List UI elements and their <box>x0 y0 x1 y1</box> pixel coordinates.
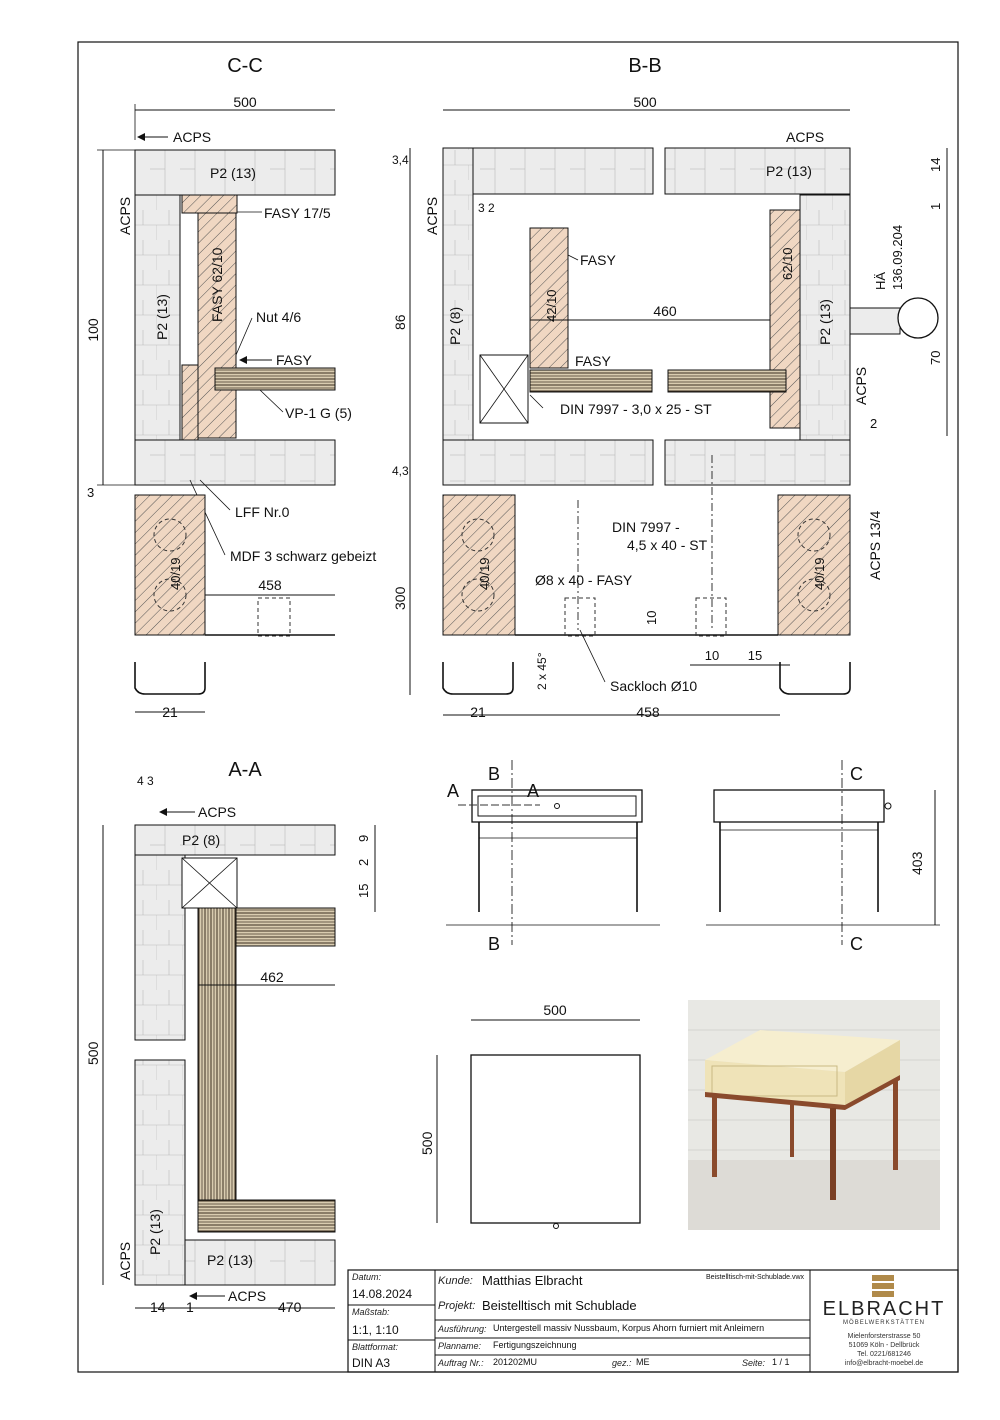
label-cc-fasy17: FASY 17/5 <box>264 205 331 221</box>
dim-aa-470: 470 <box>278 1299 302 1315</box>
label-bb-leg2: 40/19 <box>812 557 827 590</box>
tb-massstab-label: Maßstab: <box>352 1307 390 1317</box>
dim-bb-458: 458 <box>636 704 660 720</box>
label-bb-sackloch: Sackloch Ø10 <box>610 678 698 694</box>
dim-cc-width: 500 <box>233 94 257 110</box>
dim-aa-500: 500 <box>85 1041 101 1065</box>
dim-bb-2: 2 <box>870 416 878 431</box>
tb-gez: ME <box>636 1357 650 1367</box>
tb-auftrag: 201202MU <box>493 1357 538 1367</box>
tb-seite-label: Seite: <box>742 1358 766 1368</box>
dim-aa-3: 3 <box>147 774 154 788</box>
label-cc-fasy62: FASY 62/10 <box>209 247 225 322</box>
label-bb-fasy62: 62/10 <box>780 247 795 280</box>
label-cc-panel-top: P2 (13) <box>210 165 256 181</box>
tb-kunde-label: Kunde: <box>438 1275 473 1287</box>
dim-bb-1: 1 <box>928 202 943 210</box>
table-render <box>688 1000 940 1230</box>
dim-aa-2: 2 <box>356 858 371 866</box>
company-city: 51069 Köln - Dellbrück <box>848 1342 920 1349</box>
tb-file: Beistelltisch-mit-Schublade.vwx <box>706 1274 805 1281</box>
label-aa-panel-bottom: P2 (13) <box>207 1252 253 1268</box>
tb-ausfuehrung-label: Ausführung: <box>438 1324 487 1334</box>
company-tel: Tel. 0221/681246 <box>857 1351 911 1358</box>
label-cc-panel-side: P2 (13) <box>154 294 170 340</box>
label-bb-acps-right: ACPS <box>853 366 869 405</box>
dim-aa-4: 4 <box>137 774 144 788</box>
front-view <box>446 760 660 954</box>
tb-massstab: 1:1, 1:10 <box>352 1323 399 1337</box>
dim-plan-w: 500 <box>543 1002 567 1018</box>
dim-bb-460: 460 <box>653 303 677 319</box>
label-bb-din-top: DIN 7997 - 3,0 x 25 - ST <box>560 401 712 417</box>
dim-bb-14: 14 <box>928 157 943 172</box>
tb-gez-label: gez.: <box>612 1358 632 1368</box>
section-b-b <box>392 55 947 720</box>
tb-planname-label: Planname: <box>438 1341 482 1351</box>
label-bb-fasy: FASY <box>580 252 616 268</box>
label-cc-acps-side: ACPS <box>117 196 133 235</box>
dim-cc-depth: 458 <box>258 577 282 593</box>
dim-bb-43: 4,3 <box>392 464 409 478</box>
label-bb-dowel: Ø8 x 40 - FASY <box>535 572 633 588</box>
dim-bb-10a: 10 <box>644 610 659 625</box>
tb-planname: Fertigungszeichnung <box>493 1340 577 1350</box>
label-cc-mdf: MDF 3 schwarz gebeizt <box>230 548 377 564</box>
dim-bb-15: 15 <box>747 648 763 663</box>
section-title-aa: A-A <box>228 759 262 781</box>
label-cc-acps-top: ACPS <box>173 129 212 145</box>
tb-auftrag-label: Auftrag Nr.: <box>438 1358 484 1368</box>
label-cc-lff: LFF Nr.0 <box>235 504 290 520</box>
side-view <box>706 760 940 954</box>
dim-aa-1: 1 <box>186 1299 194 1315</box>
dim-side-height: 403 <box>909 851 925 875</box>
plan-view <box>419 1002 640 1229</box>
label-bb-acps-tr: ACPS <box>786 129 825 145</box>
label-bb-acps-side: ACPS <box>424 196 440 235</box>
tb-blattformat-label: Blattformat: <box>352 1342 399 1352</box>
label-view-c-bot: C <box>850 934 863 954</box>
dim-bb-width: 500 <box>633 94 657 110</box>
label-view-b-top: B <box>488 764 501 784</box>
tb-ausfuehrung: Untergestell massiv Nussbaum, Korpus Ahorn furniert mit Anleimern <box>493 1323 765 1333</box>
tb-projekt: Beistelltisch mit Schublade <box>482 1298 637 1313</box>
label-bb-x-fasy: FASY <box>575 353 611 369</box>
dim-bb-32: 3 2 <box>478 201 495 215</box>
tb-projekt-label: Projekt: <box>438 1300 476 1312</box>
dim-bb-2x45: 2 x 45° <box>535 652 549 690</box>
tb-datum: 14.08.2024 <box>352 1287 413 1301</box>
company-sub: MÖBELWERKSTÄTTEN <box>843 1320 925 1326</box>
section-title-bb: B-B <box>628 55 662 77</box>
dim-aa-14: 14 <box>150 1299 166 1315</box>
label-view-a: A <box>447 781 460 801</box>
label-bb-ha2: 136.09.204 <box>890 224 905 290</box>
label-cc-leg: 40/19 <box>168 557 183 590</box>
label-view-b-bot: B <box>488 934 501 954</box>
company-name: ELBRACHT <box>822 1298 946 1320</box>
section-title-cc: C-C <box>227 55 263 77</box>
dim-bb-21: 21 <box>470 704 486 720</box>
dim-bb-34: 3,4 <box>392 153 409 167</box>
tb-datum-label: Datum: <box>352 1272 382 1282</box>
dim-bb-70: 70 <box>928 350 943 365</box>
label-aa-acps-bot: ACPS <box>228 1288 267 1304</box>
dim-cc-height: 100 <box>85 318 101 342</box>
label-cc-vp: VP-1 G (5) <box>285 405 352 421</box>
label-cc-nut: Nut 4/6 <box>256 309 302 325</box>
label-view-a2: A <box>527 781 540 801</box>
label-bb-ha1: HÄ <box>873 271 888 290</box>
label-bb-panel-left: P2 (8) <box>447 306 463 345</box>
company-logo-icon <box>872 1275 894 1297</box>
dim-bb-10b: 10 <box>704 648 720 663</box>
label-bb-panel-tr: P2 (13) <box>766 163 812 179</box>
dim-aa-15: 15 <box>356 883 371 898</box>
dim-plan-h: 500 <box>419 1131 435 1155</box>
label-bb-acps-bot: ACPS 13/4 <box>867 510 883 580</box>
label-aa-panel-top: P2 (8) <box>182 832 221 848</box>
tb-seite: 1 / 1 <box>772 1357 790 1367</box>
dim-aa-462: 462 <box>260 969 284 985</box>
label-bb-leg: 40/19 <box>477 557 492 590</box>
company-email: info@elbracht-moebel.de <box>844 1360 924 1367</box>
section-a-a <box>85 759 375 1315</box>
label-aa-acps-top: ACPS <box>198 804 237 820</box>
tb-blattformat: DIN A3 <box>352 1356 391 1370</box>
tb-kunde: Matthias Elbracht <box>482 1273 583 1288</box>
label-aa-acps-side: ACPS <box>117 1241 133 1280</box>
dim-cc-gap: 3 <box>87 485 95 500</box>
dim-bb-300: 300 <box>392 586 408 610</box>
label-aa-panel-side: P2 (13) <box>147 1209 163 1255</box>
label-bb-fasy42: 42/10 <box>544 289 559 322</box>
section-c-c <box>85 55 376 720</box>
label-bb-panel-right: P2 (13) <box>817 299 833 345</box>
dim-cc-leg-width: 21 <box>162 704 178 720</box>
label-view-c-top: C <box>850 764 863 784</box>
dim-aa-9: 9 <box>356 834 371 842</box>
dim-bb-86: 86 <box>392 314 408 330</box>
company-street: Mielenforsterstrasse 50 <box>847 1333 921 1340</box>
label-cc-fasy: FASY <box>276 352 312 368</box>
label-bb-din-mid1: DIN 7997 - <box>612 519 680 535</box>
label-bb-din-mid2: 4,5 x 40 - ST <box>627 537 708 553</box>
